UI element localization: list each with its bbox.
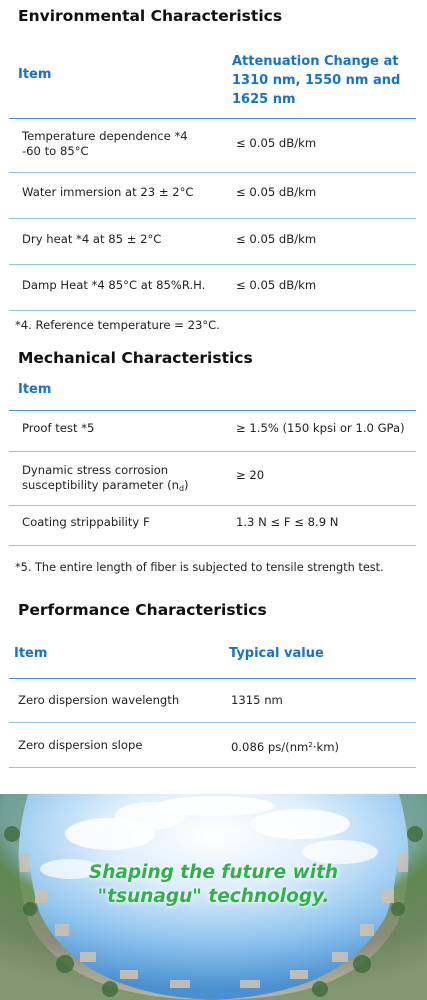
banner-tagline-line-2: "tsunagu" technology. [97, 886, 330, 907]
env-row-1-item [22, 129, 188, 159]
mech-row-3-value: 1.3 N ≤ F ≤ 8.9 N [236, 515, 339, 529]
env-row-2-value: ≤ 0.05 dB/km [236, 185, 317, 199]
env-row-1-rule [9, 172, 416, 173]
mech-footnote: *5. The entire length of fiber is subjected to tensile strength test. [15, 561, 384, 574]
perf-row-2-value [231, 738, 339, 755]
mech-row-2-value: ≥ 20 [236, 468, 265, 482]
mech-row-1-value: ≥ 1.5% (150 kpsi or 1.0 GPa) [236, 421, 405, 435]
env-col-value-line-2: 1310 nm, 1550 nm and [232, 73, 401, 88]
perf-header-rule [9, 678, 416, 679]
perf-row-2-item: Zero dispersion slope [18, 738, 143, 752]
env-col-value-line-1: Attenuation Change at [232, 54, 399, 69]
mech-row-2-item-line-2-text: susceptibility parameter (n [22, 478, 179, 492]
env-row-3-value: ≤ 0.05 dB/km [236, 232, 317, 246]
mech-row-2-item-line-1: Dynamic stress corrosion [22, 463, 169, 477]
perf-col-item-header: Item [14, 646, 48, 661]
mech-header-rule [9, 410, 416, 411]
environmental-section-title: Environmental Characteristics [18, 7, 283, 25]
mech-row-2-closing: ) [184, 478, 189, 492]
performance-section-title: Performance Characteristics [18, 601, 267, 619]
perf-row-2-value-prefix: 0.086 ps/(nm [231, 740, 309, 754]
perf-row-1-rule [9, 722, 416, 723]
mech-col-item-header: Item [18, 382, 52, 397]
mech-row-2-item [22, 463, 189, 496]
mech-row-3-rule [9, 545, 416, 546]
env-footnote: *4. Reference temperature = 23°C. [15, 318, 220, 332]
env-row-1-item-line-2: -60 to 85°C [22, 144, 89, 158]
env-row-4-item: Damp Heat *4 85°C at 85%R.H. [22, 278, 206, 292]
mech-row-2-item-line-2 [22, 478, 189, 496]
env-row-3-item: Dry heat *4 at 85 ± 2°C [22, 232, 162, 246]
env-col-value-line-3: 1625 nm [232, 92, 296, 107]
city-panorama-banner [0, 794, 427, 1000]
mech-row-2-subscript: d [178, 484, 185, 493]
banner-tagline-line-1: Shaping the future with [88, 862, 339, 883]
env-col-value-header [232, 52, 400, 109]
env-row-2-rule [9, 218, 416, 219]
env-row-3-rule [9, 264, 416, 265]
perf-row-1-value: 1315 nm [231, 693, 283, 707]
mech-row-1-item: Proof test *5 [22, 421, 95, 435]
mechanical-section-title: Mechanical Characteristics [18, 349, 253, 367]
perf-row-1-item: Zero dispersion wavelength [18, 693, 180, 707]
mech-row-3-item: Coating strippability F [22, 515, 150, 529]
env-col-item-header: Item [18, 67, 52, 82]
env-row-1-value: ≤ 0.05 dB/km [236, 136, 317, 150]
mech-row-1-rule [9, 451, 416, 452]
perf-row-2-value-suffix: ·km) [312, 740, 340, 754]
env-header-rule [9, 118, 416, 119]
env-row-4-value: ≤ 0.05 dB/km [236, 278, 317, 292]
perf-row-2-rule [9, 767, 416, 768]
mech-row-2-rule [9, 505, 416, 506]
env-row-4-rule [9, 310, 416, 311]
env-row-1-item-line-1: Temperature dependence *4 [22, 129, 188, 143]
perf-col-value-header: Typical value [229, 646, 324, 661]
perf-row-2-value-sup: 2 [308, 741, 313, 749]
env-row-2-item: Water immersion at 23 ± 2°C [22, 185, 194, 199]
